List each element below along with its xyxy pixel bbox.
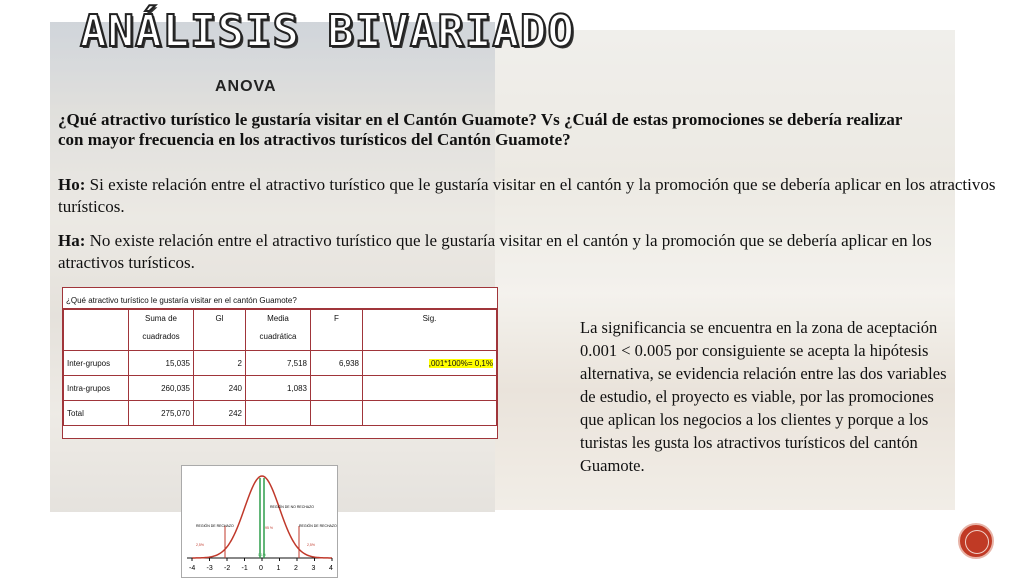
left-pct-label: 2,5% — [196, 543, 204, 547]
x-tick-label: -3 — [206, 565, 213, 572]
null-hypothesis-text: Si existe relación entre el atractivo turístico que le gustaría visitar en el cantón y la promoción que se debería aplicar en los atractivos turísticos. — [58, 175, 996, 216]
table-header-cell: Sig. — [363, 310, 497, 351]
left-region-label: REGIÓN DE RECHAZO — [196, 524, 234, 528]
table-cell — [311, 376, 363, 401]
significance-value: ,001*100%= 0,1% — [428, 358, 493, 368]
table-cell: 6,938 — [311, 351, 363, 376]
table-row — [64, 401, 497, 426]
table-cell — [311, 401, 363, 426]
x-tick-label: -1 — [241, 565, 248, 572]
significance-cell — [363, 351, 497, 376]
table-cell: Intra-grupos — [64, 376, 129, 401]
alternative-hypothesis-label: Ha: — [58, 231, 86, 250]
normal-distribution-svg — [182, 466, 337, 577]
x-tick-label: -2 — [224, 565, 231, 572]
table-header-cell: Media cuadrática — [246, 310, 311, 351]
normal-distribution-chart — [181, 465, 338, 578]
table-header-cell: Gl — [194, 310, 246, 351]
anova-table-caption: ¿Qué atractivo turístico le gustaría visitar en el cantón Guamote? — [63, 288, 497, 309]
table-cell: 7,518 — [246, 351, 311, 376]
table-cell — [363, 401, 497, 426]
slide-title: ANÁLISIS BIVARIADO — [80, 6, 575, 57]
table-row — [64, 351, 497, 376]
table-cell: 242 — [194, 401, 246, 426]
alternative-hypothesis — [58, 230, 998, 274]
table-cell — [363, 376, 497, 401]
table-cell — [246, 401, 311, 426]
x-tick-label: -4 — [189, 565, 196, 572]
table-cell: 260,035 — [129, 376, 194, 401]
table-cell: 2 — [194, 351, 246, 376]
x-tick-label: 4 — [329, 565, 333, 572]
conclusion-text: La significancia se encuentra en la zona de aceptación 0.001 < 0.005 por consiguiente se acepta la hipótesis alternativa, se evidencia relación entre las dos variables de estudio, el proyecto es viable, por las promociones que aplican los negocios a los clientes y porque a los turistas les gusta los atractivos turísticos del cantón Guamote. — [580, 318, 947, 475]
table-cell: 1,083 — [246, 376, 311, 401]
null-hypothesis — [58, 174, 998, 218]
x-axis-ticks — [189, 558, 333, 572]
center-value-label: 0,1% — [258, 553, 266, 557]
table-cell: Total — [64, 401, 129, 426]
center-region-label: REGIÓN DE NO RECHAZO — [270, 505, 314, 509]
table-cell: 240 — [194, 376, 246, 401]
table-header-cell: Suma de cuadrados — [129, 310, 194, 351]
x-tick-label: 0 — [259, 565, 263, 572]
table-cell: 275,070 — [129, 401, 194, 426]
anova-table — [62, 287, 498, 439]
table-cell: 15,035 — [129, 351, 194, 376]
table-header-row — [64, 310, 497, 351]
table-header-cell — [64, 310, 129, 351]
null-hypothesis-label: Ho: — [58, 175, 86, 194]
table-header-cell: F — [311, 310, 363, 351]
table-row — [64, 376, 497, 401]
x-tick-label: 3 — [311, 565, 316, 572]
alternative-hypothesis-text: No existe relación entre el atractivo turístico que le gustaría visitar en el cantón y la promoción que se debería aplicar en los atractivos turísticos. — [58, 231, 932, 272]
right-pct-label: 2,5% — [307, 543, 315, 547]
center-pct-label: 95 % — [265, 526, 273, 530]
slide-subtitle: ANOVA — [215, 78, 277, 95]
table-cell: Inter-grupos — [64, 351, 129, 376]
x-tick-label: 2 — [294, 565, 298, 572]
research-question: ¿Qué atractivo turístico le gustaría visitar en el Cantón Guamote? Vs ¿Cuál de estas promociones se debería realizar con mayor frecuencia en los atractivos turísticos del Cantón Guamote? — [58, 110, 903, 149]
right-region-label: REGIÓN DE RECHAZO — [299, 524, 337, 528]
next-slide-button[interactable] — [958, 523, 994, 559]
x-tick-label: 1 — [276, 565, 281, 572]
